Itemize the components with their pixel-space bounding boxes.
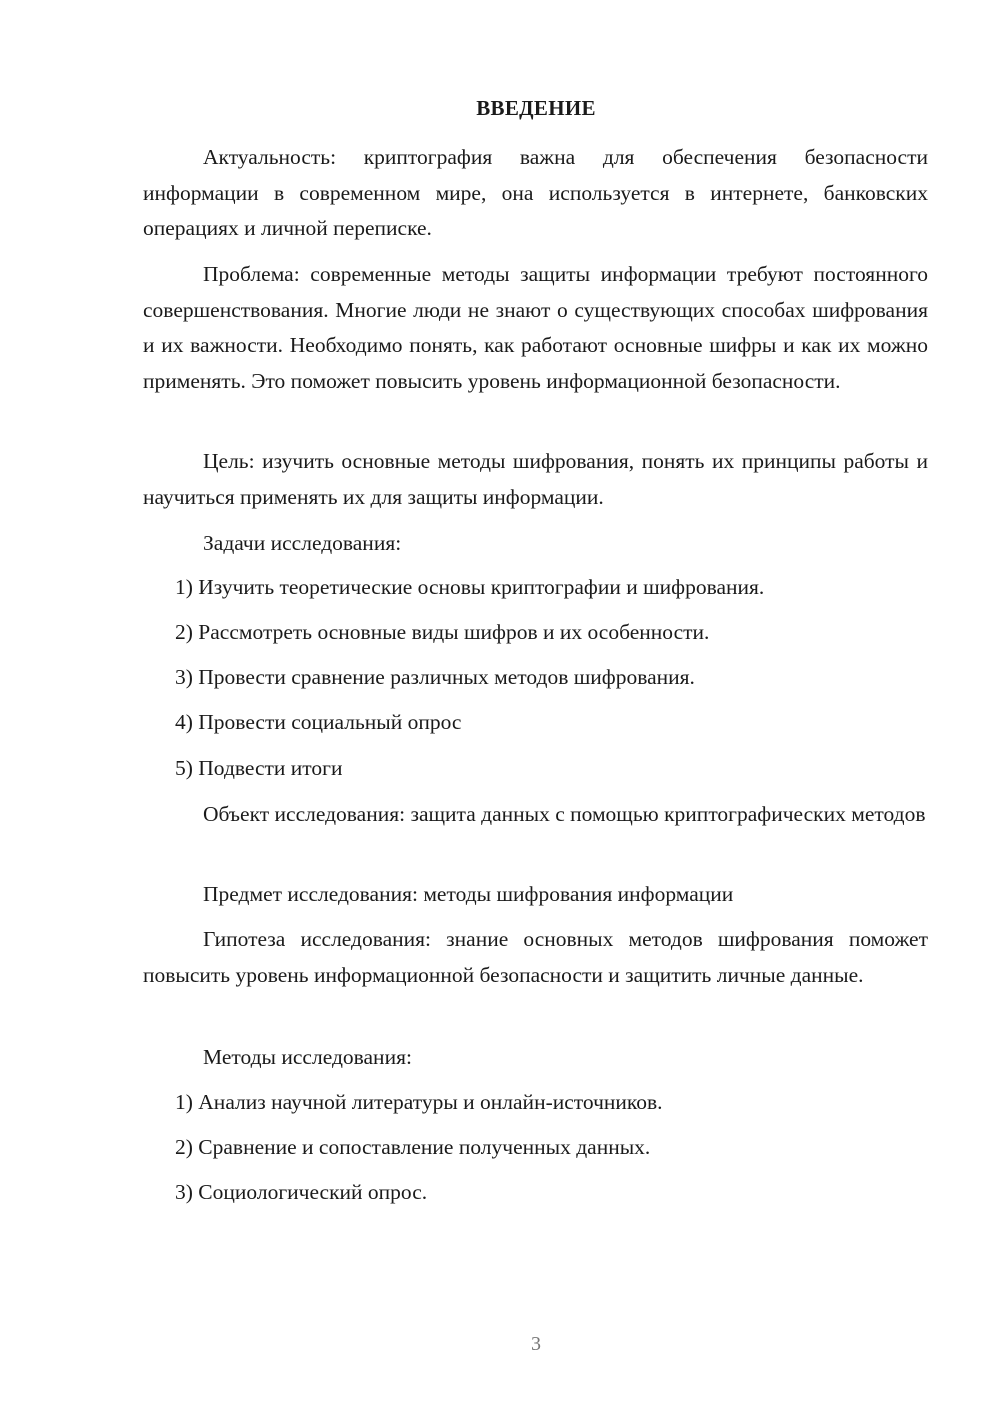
goal-paragraph: Цель: изучить основные методы шифрования, понять их принципы работы и научиться применять их для защиты информации.: [143, 449, 928, 509]
method-item-2: 2) Сравнение и сопоставление полученных данных.: [175, 1135, 651, 1159]
task-item-5: 5) Подвести итоги: [175, 756, 343, 780]
section-heading: ВВЕДЕНИЕ: [476, 96, 596, 120]
task-item-4: 4) Провести социальный опрос: [175, 710, 462, 734]
object-paragraph: Объект исследования: защита данных с помощью криптографических методов: [203, 802, 926, 826]
methods-title: Методы исследования:: [203, 1045, 412, 1069]
problem-paragraph: Проблема: современные методы защиты информации требуют постоянного совершенствования. Многие люди не знают о существующих способах шифрования и их важности. Необходимо понять, как работают основные шифры и как их можно применять. Это поможет повысить уровень информационной безопасности.: [143, 262, 928, 393]
tasks-title: Задачи исследования:: [203, 531, 402, 555]
method-item-1: 1) Анализ научной литературы и онлайн-источников.: [175, 1090, 663, 1114]
page-number: 3: [531, 1333, 541, 1355]
task-item-3: 3) Провести сравнение различных методов шифрования.: [175, 665, 695, 689]
task-item-2: 2) Рассмотреть основные виды шифров и их особенности.: [175, 620, 710, 644]
method-item-3: 3) Социологический опрос.: [175, 1180, 428, 1204]
relevance-paragraph: Актуальность: криптография важна для обеспечения безопасности информации в современном мире, она используется в интернете, банковских операциях и личной переписке.: [143, 145, 928, 240]
hypothesis-paragraph: Гипотеза исследования: знание основных методов шифрования поможет повысить уровень информационной безопасности и защитить личные данные.: [143, 927, 928, 987]
task-item-1: 1) Изучить теоретические основы криптографии и шифрования.: [175, 575, 765, 599]
subject-paragraph: Предмет исследования: методы шифрования информации: [203, 882, 734, 906]
